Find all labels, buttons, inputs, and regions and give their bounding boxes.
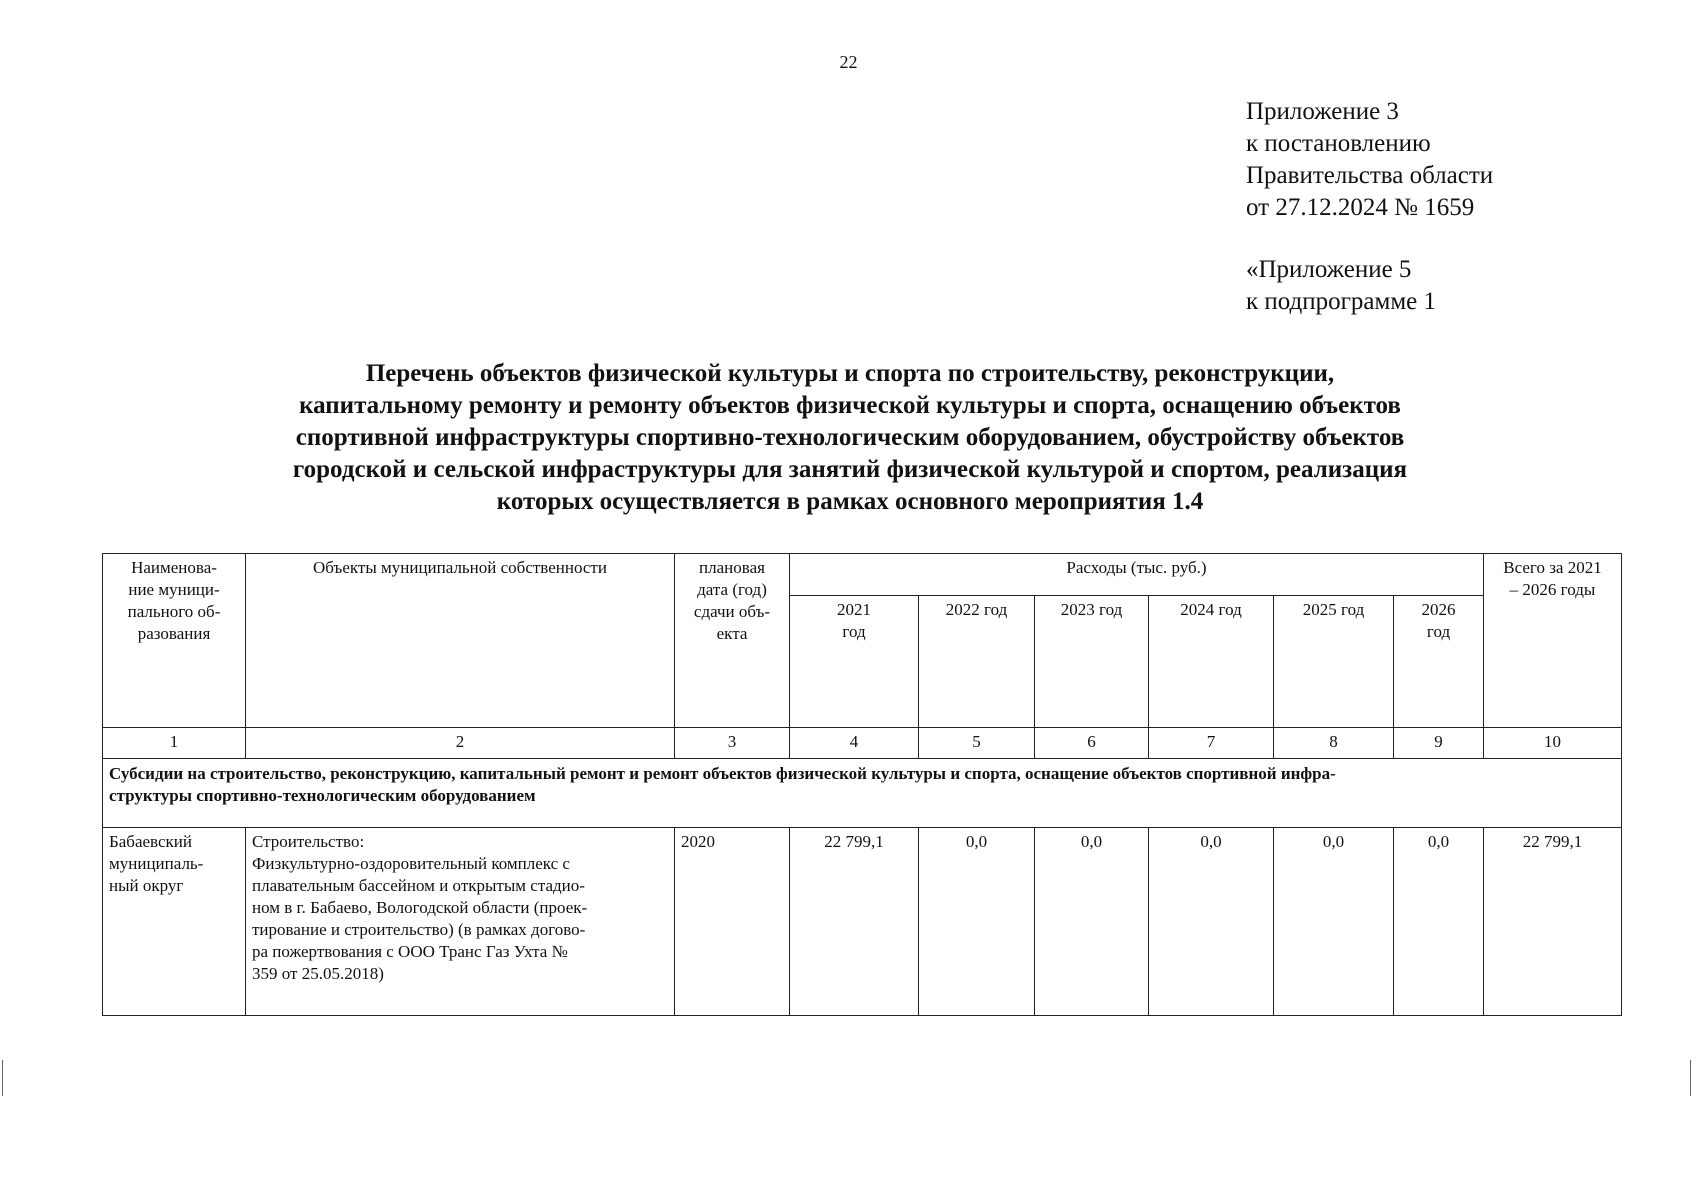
row-date: 2020 <box>675 828 790 1016</box>
row-value-2021: 22 799,1 <box>790 828 919 1016</box>
appendix-line: к постановлению <box>1246 130 1431 157</box>
row-object: Строительство: Физкультурно-оздоровительный комплекс с плавательным бассейном и открытым стадио- ном в г. Бабаево, Вологодской области (проек- тирование и строительство) (в рамках догово- ра пожертвования с ООО Транс Газ Ухта № 359 от 25.05.2018) <box>246 828 675 1016</box>
appendix-line: Приложение 3 <box>1246 98 1399 125</box>
title-line: капитальному ремонту и ремонту объектов физической культуры и спорта, оснащению объектов <box>299 392 1401 419</box>
scan-edge-mark <box>2 1060 3 1096</box>
title-line: городской и сельской инфраструктуры для занятий физической культурой и спортом, реализация <box>292 456 1408 483</box>
header-total: Всего за 2021 – 2026 годы <box>1484 554 1622 728</box>
column-number: 7 <box>1149 728 1274 759</box>
objects-table <box>102 553 1622 1016</box>
row-value-2024: 0,0 <box>1149 828 1274 1016</box>
column-number: 2 <box>246 728 675 759</box>
column-number: 1 <box>103 728 246 759</box>
header-expenses: Расходы (тыс. руб.) <box>790 554 1484 596</box>
scan-edge-mark <box>1690 1060 1691 1096</box>
document-title <box>200 358 1500 518</box>
header-objects: Объекты муниципальной собственности <box>246 554 675 728</box>
row-value-2025: 0,0 <box>1274 828 1394 1016</box>
header-year-2024: 2024 год <box>1149 596 1274 728</box>
header-year-2022: 2022 год <box>919 596 1035 728</box>
appendix-gap <box>1246 224 1493 254</box>
appendix-line: от 27.12.2024 № 1659 <box>1246 194 1475 221</box>
row-value-2023: 0,0 <box>1035 828 1149 1016</box>
header-planned-date: плановая дата (год) сдачи объ- екта <box>675 554 790 728</box>
sub-appendix-line: «Приложение 5 <box>1246 256 1412 283</box>
row-value-2026: 0,0 <box>1394 828 1484 1016</box>
column-number: 3 <box>675 728 790 759</box>
column-number: 8 <box>1274 728 1394 759</box>
column-number: 5 <box>919 728 1035 759</box>
table-row <box>103 828 1622 1016</box>
appendix-block <box>1246 96 1493 318</box>
row-municipality: Бабаевский муниципаль- ный округ <box>103 828 246 1016</box>
appendix-line: Правительства области <box>1246 162 1494 189</box>
header-year-2021: 2021 год <box>790 596 919 728</box>
subsidy-section-header: Субсидии на строительство, реконструкцию, капитальный ремонт и ремонт объектов физической культуры и спорта, оснащение объектов спортивной инфра- структуры спортивно-технологическим оборудованием <box>103 759 1622 828</box>
title-line: Перечень объектов физической культуры и спорта по строительству, реконструкции, <box>365 360 1335 387</box>
title-line: спортивной инфраструктуры спортивно-технологическим оборудованием, обустройству объектов <box>295 424 1405 451</box>
row-total: 22 799,1 <box>1484 828 1622 1016</box>
column-number: 9 <box>1394 728 1484 759</box>
title-line: которых осуществляется в рамках основного мероприятия 1.4 <box>496 488 1204 515</box>
column-number: 10 <box>1484 728 1622 759</box>
page-number: 22 <box>839 52 858 72</box>
column-number: 6 <box>1035 728 1149 759</box>
sub-appendix-line: к подпрограмме 1 <box>1246 288 1436 315</box>
header-municipality: Наименова- ние муници- пального об- разования <box>103 554 246 728</box>
header-year-2025: 2025 год <box>1274 596 1394 728</box>
header-year-2023: 2023 год <box>1035 596 1149 728</box>
column-number: 4 <box>790 728 919 759</box>
row-value-2022: 0,0 <box>919 828 1035 1016</box>
header-year-2026: 2026 год <box>1394 596 1484 728</box>
